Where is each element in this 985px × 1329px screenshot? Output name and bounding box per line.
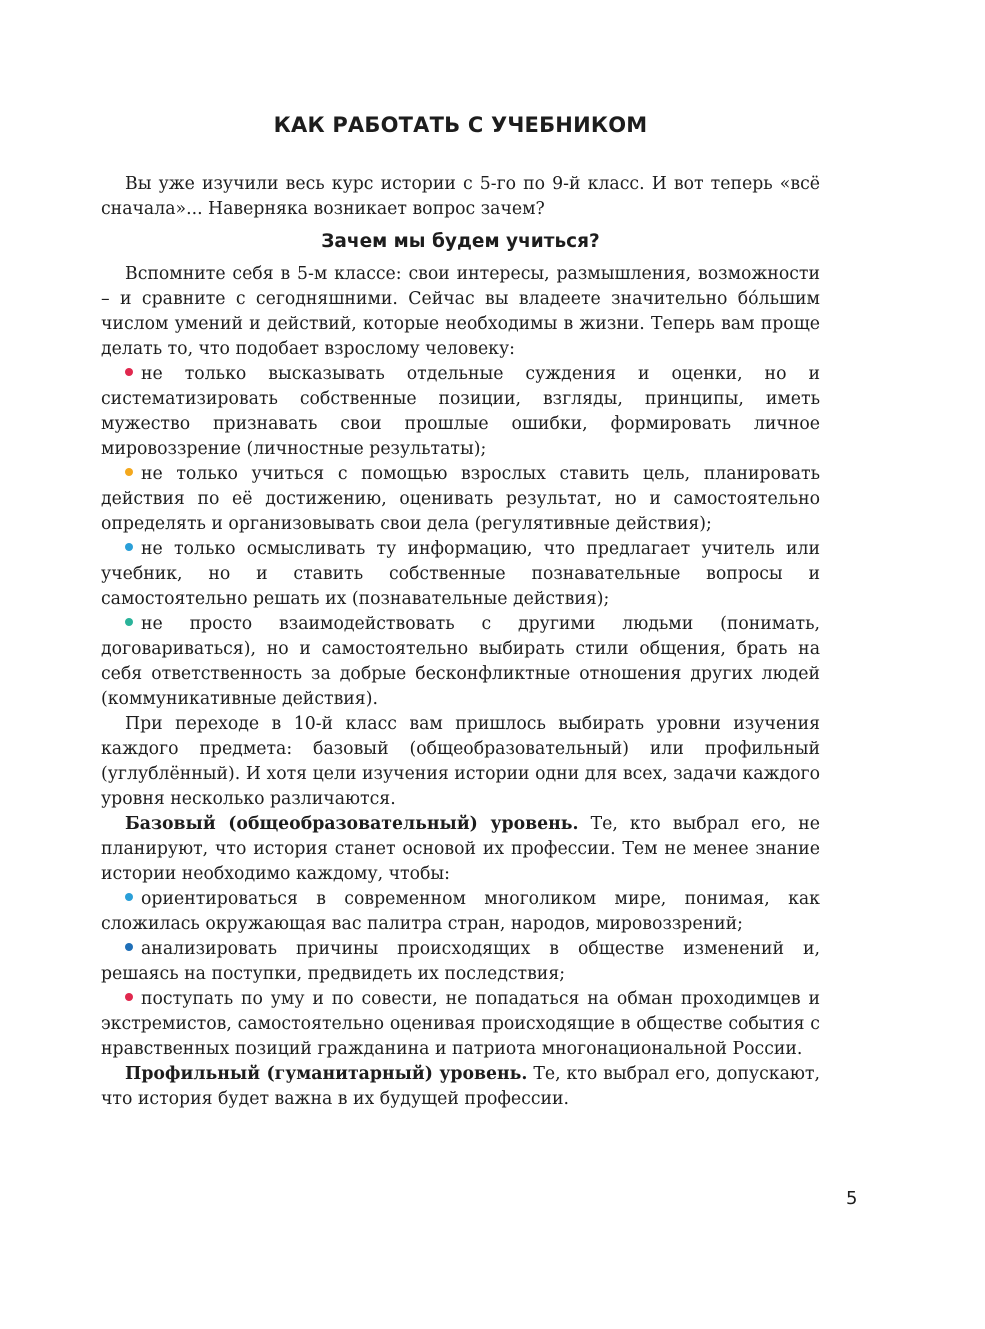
bullet-item: не только высказывать отдельные суждения и оценки, но и систематизировать собственные позиции, взгляды, принципы, иметь мужество признавать свои прошлые ошибки, формировать личное мировоззрение (личностные результаты); bbox=[101, 364, 820, 459]
paragraph-1: Вспомните себя в 5-м классе: свои интересы, размышления, возможности – и сравните с сегодняшними. Сейчас вы владеете значительно бо́льшим числом умений и действий, которые необходимы в жизни. Теперь вам проще делать то, что подобает взрослому человеку: bbox=[101, 264, 820, 359]
bullet-dot-icon bbox=[125, 468, 133, 476]
bullet-item: не просто взаимодействовать с другими людьми (понимать, договариваться), но и самостоятельно выбирать стили общения, брать на себя ответственность за добрые бесконфликтные отношения других людей (коммуникативные действия). bbox=[101, 614, 820, 709]
bullet-item: поступать по уму и по совести, не попадаться на обман проходимцев и экстремистов, самостоятельно оценивая происходящие в обществе события с нравственных позиций гражданина и патриота многонациональной России. bbox=[101, 989, 820, 1059]
profile-level-lead: Профильный (гуманитарный) уровень. bbox=[125, 1064, 528, 1084]
bullet-dot-icon bbox=[125, 368, 133, 376]
page-content bbox=[101, 110, 820, 1112]
intro-paragraph: Вы уже изучили весь курс истории с 5-го по 9-й класс. И вот теперь «всё сначала»... Наверняка возникает вопрос зачем? bbox=[101, 174, 820, 219]
profile-level-paragraph: Профильный (гуманитарный) уровень. Те, кто выбрал его, допускают, что история будет важна в их будущей профессии. bbox=[101, 1064, 820, 1109]
section-heading: Зачем мы будем учиться? bbox=[321, 231, 600, 252]
page-number: 5 bbox=[846, 1188, 858, 1209]
bullet-dot-icon bbox=[125, 543, 133, 551]
bullet-item: ориентироваться в современном многоликом мире, понимая, как сложилась окружающая вас палитра стран, народов, мировоззрений; bbox=[101, 889, 820, 934]
bullet-item: не только осмысливать ту информацию, что предлагает учитель или учебник, но и ставить собственные познавательные вопросы и самостоятельно решать их (познавательные действия); bbox=[101, 539, 820, 609]
bullet-dot-icon bbox=[125, 943, 133, 951]
base-level-paragraph: Базовый (общеобразовательный) уровень. Те, кто выбрал его, не планируют, что история станет основой их профессии. Тем не менее знание истории необходимо каждому, чтобы: bbox=[101, 814, 820, 884]
bullet-item: анализировать причины происходящих в обществе изменений и, решаясь на поступки, предвидеть их последствия; bbox=[101, 939, 820, 984]
page-title: КАК РАБОТАТЬ С УЧЕБНИКОМ bbox=[273, 113, 648, 137]
paragraph-2: При переходе в 10-й класс вам пришлось выбирать уровни изучения каждого предмета: базовый (общеобразовательный) или профильный (углублённый). И хотя цели изучения истории одни для всех, задачи каждого уровня несколько различаются. bbox=[101, 714, 820, 809]
bullet-dot-icon bbox=[125, 893, 133, 901]
bullet-item: не только учиться с помощью взрослых ставить цель, планировать действия по её достижению, оценивать результат, но и самостоятельно определять и организовывать свои дела (регулятивные действия); bbox=[101, 464, 820, 534]
bullet-dot-icon bbox=[125, 618, 133, 626]
bullet-dot-icon bbox=[125, 993, 133, 1001]
base-level-lead: Базовый (общеобразовательный) уровень. bbox=[125, 814, 579, 834]
